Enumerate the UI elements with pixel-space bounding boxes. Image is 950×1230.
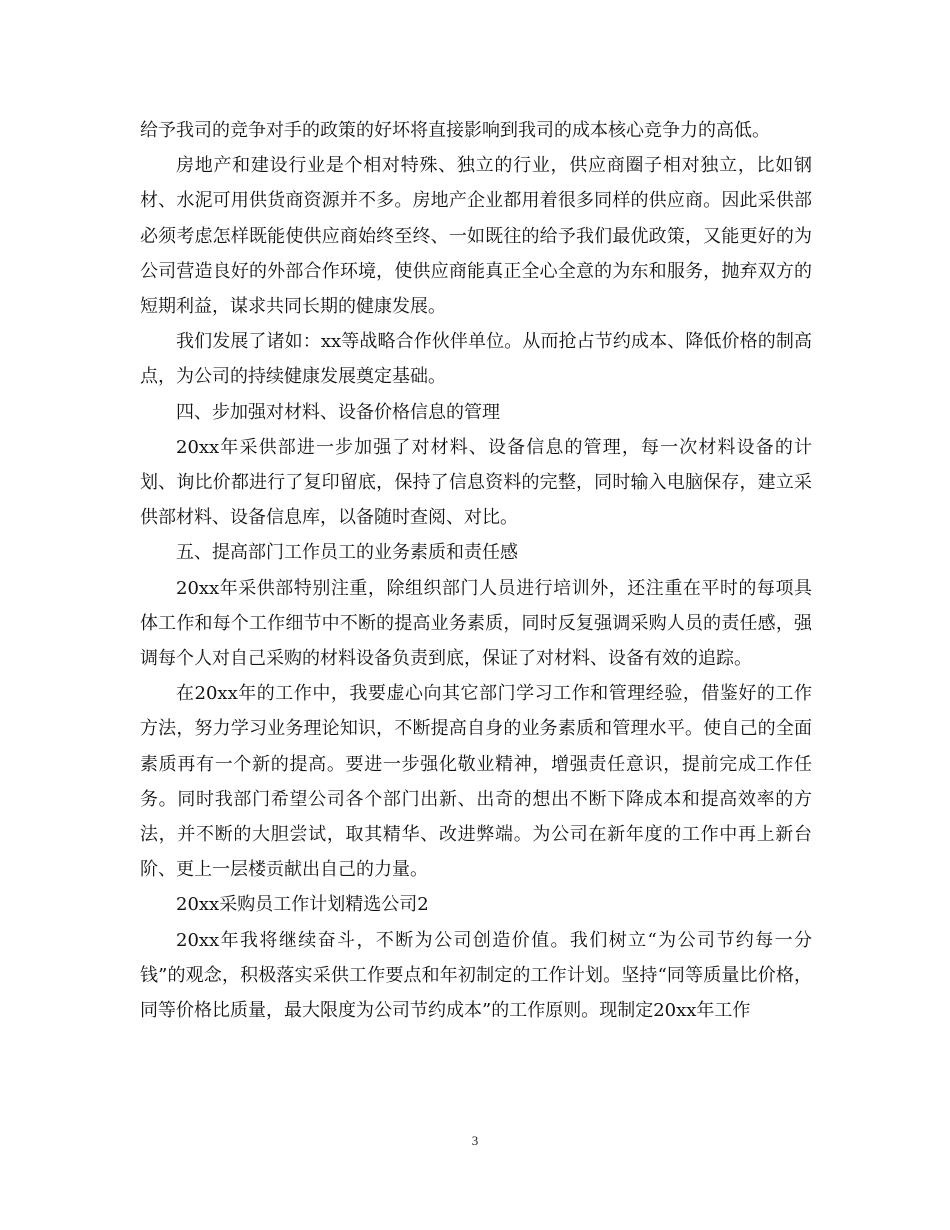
paragraph-2: 房地产和建设行业是个相对特殊、独立的行业，供应商圈子相对独立，比如钢材、水泥可用供货商资源并不多。房地产企业都用着很多同样的供应商。因此采供部必须考虑怎样既能使供应商始终至终、一如既往的给予我们最优政策，又能更好的为公司营造良好的外部合作环境，使供应商能真正全心全意的为东和服务，抛弃双方的短期利益，谋求共同长期的健康发展。 [140,155,812,318]
paragraph-8: 在20xx年的工作中，我要虚心向其它部门学习工作和管理经验，借鉴好的工作方法，努力学习业务理论知识，不断提高自身的业务素质和管理水平。使自己的全面素质再有一个新的提高。要进一步强化敬业精神，增强责任意识，提前完成工作任务。同时我部门希望公司各个部门出新、出奇的想出不断下降成本和提高效率的方法，并不断的大胆尝试，取其精华、改进弊端。为公司在新年度的工作中再上新台阶、更上一层楼贡献出自己的力量。 [140,683,812,881]
paragraph-7: 20xx年采供部特别注重，除组织部门人员进行培训外，还注重在平时的每项具体工作和每个工作细节中不断的提高业务素质，同时反复强调采购人员的责任感，强调每个人对自己采购的材料设备负责到底，保证了对材料、设备有效的追踪。 [140,577,812,670]
section-title-plan-2: 20xx采购员工作计划精选公司2 [176,894,429,916]
section-heading-5: 五、提高部门工作员工的业务素质和责任感 [176,542,518,564]
document-body [140,113,812,1028]
paragraph-3: 我们发展了诸如：xx等战略合作伙伴单位。从而抢占节约成本、降低价格的制高点，为公司的持续健康发展奠定基础。 [140,331,812,388]
paragraph-5: 20xx年采供部进一步加强了对材料、设备信息的管理，每一次材料设备的计划、询比价都进行了复印留底，保持了信息资料的完整，同时输入电脑保存，建立采供部材料、设备信息库，以备随时查阅、对比。 [140,436,812,529]
paragraph-1: 给予我司的竞争对手的政策的好坏将直接影响到我司的成本核心竞争力的高低。 [140,120,770,141]
page-number: 3 [471,1133,479,1148]
paragraph-10: 20xx年我将继续奋斗，不断为公司创造价值。我们树立“为公司节约每一分钱”的观念，积极落实采供工作要点和年初制定的工作计划。坚持“同等质量比价格，同等价格比质量，最大限度为公司节约成本”的工作原则。现制定20xx年工作 [140,929,812,1022]
section-heading-4: 四、步加强对材料、设备价格信息的管理 [176,401,500,423]
